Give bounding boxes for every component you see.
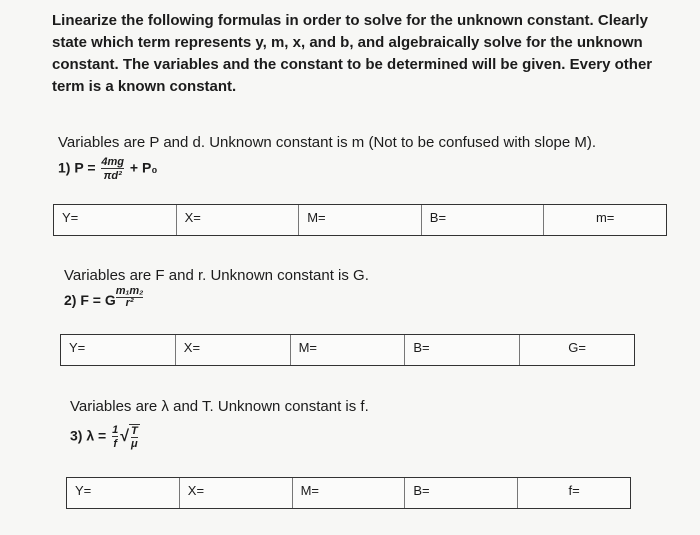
sqrt-icon: √ xyxy=(120,428,129,445)
answer-row-2 xyxy=(60,334,635,366)
sqrt-fraction xyxy=(129,424,140,450)
answer-cell-b[interactable]: B= xyxy=(421,205,544,235)
equation-prefix: 3) λ = xyxy=(70,427,107,444)
answer-row-1 xyxy=(53,204,667,236)
equation-fraction xyxy=(116,286,144,309)
answer-cell-constant[interactable]: f= xyxy=(517,478,630,508)
equation-prefix: 1) P = xyxy=(58,159,96,176)
answer-cell-m[interactable]: M= xyxy=(292,478,405,508)
answer-cell-x[interactable]: X= xyxy=(179,478,292,508)
fraction-denominator: f xyxy=(113,438,117,450)
answer-cell-b[interactable]: B= xyxy=(404,478,517,508)
answer-row-3 xyxy=(66,477,631,509)
answer-cell-m[interactable]: M= xyxy=(298,205,421,235)
answer-cell-y[interactable]: Y= xyxy=(62,210,79,225)
answer-cell-constant[interactable]: m= xyxy=(543,205,666,235)
equation-prefix: 2) F = G xyxy=(64,292,116,308)
answer-cell-constant[interactable]: G= xyxy=(519,335,634,365)
problem-3-equation xyxy=(70,424,140,450)
problem-3-variables: Variables are λ and T. Unknown constant is f. xyxy=(70,398,369,415)
fraction-numerator: m₁m₂ xyxy=(115,285,144,297)
fraction-numerator: 4mg xyxy=(101,156,125,168)
sqrt-numerator: T xyxy=(131,425,138,437)
problem-2-variables: Variables are F and r. Unknown constant is G. xyxy=(64,267,369,284)
answer-cell-b[interactable]: B= xyxy=(404,335,519,365)
answer-cell-m[interactable]: M= xyxy=(290,335,405,365)
answer-cell-y[interactable]: Y= xyxy=(69,340,86,355)
answer-cell-x[interactable]: X= xyxy=(175,335,290,365)
equation-suffix: + P₀ xyxy=(129,159,158,176)
fraction-denominator: r² xyxy=(116,297,144,309)
problem-1-equation xyxy=(58,156,158,182)
answer-cell-y[interactable]: Y= xyxy=(75,483,92,498)
equation-fraction xyxy=(112,424,118,450)
problem-2-equation xyxy=(64,285,144,315)
fraction-denominator: πd² xyxy=(101,168,124,182)
sqrt-denominator: μ xyxy=(131,438,138,450)
instructions: Linearize the following formulas in order to solve for the unknown constant. Clearly state which term represents y, m, x, and b, and algebraically solve for the unknown constant. The variables and the constant to be determined will be given. Every other term is a known constant. xyxy=(52,12,653,95)
problem-1-variables: Variables are P and d. Unknown constant is m (Not to be confused with slope M). xyxy=(58,134,597,151)
fraction-numerator: 1 xyxy=(112,424,119,436)
answer-cell-x[interactable]: X= xyxy=(176,205,299,235)
equation-fraction xyxy=(101,156,124,182)
